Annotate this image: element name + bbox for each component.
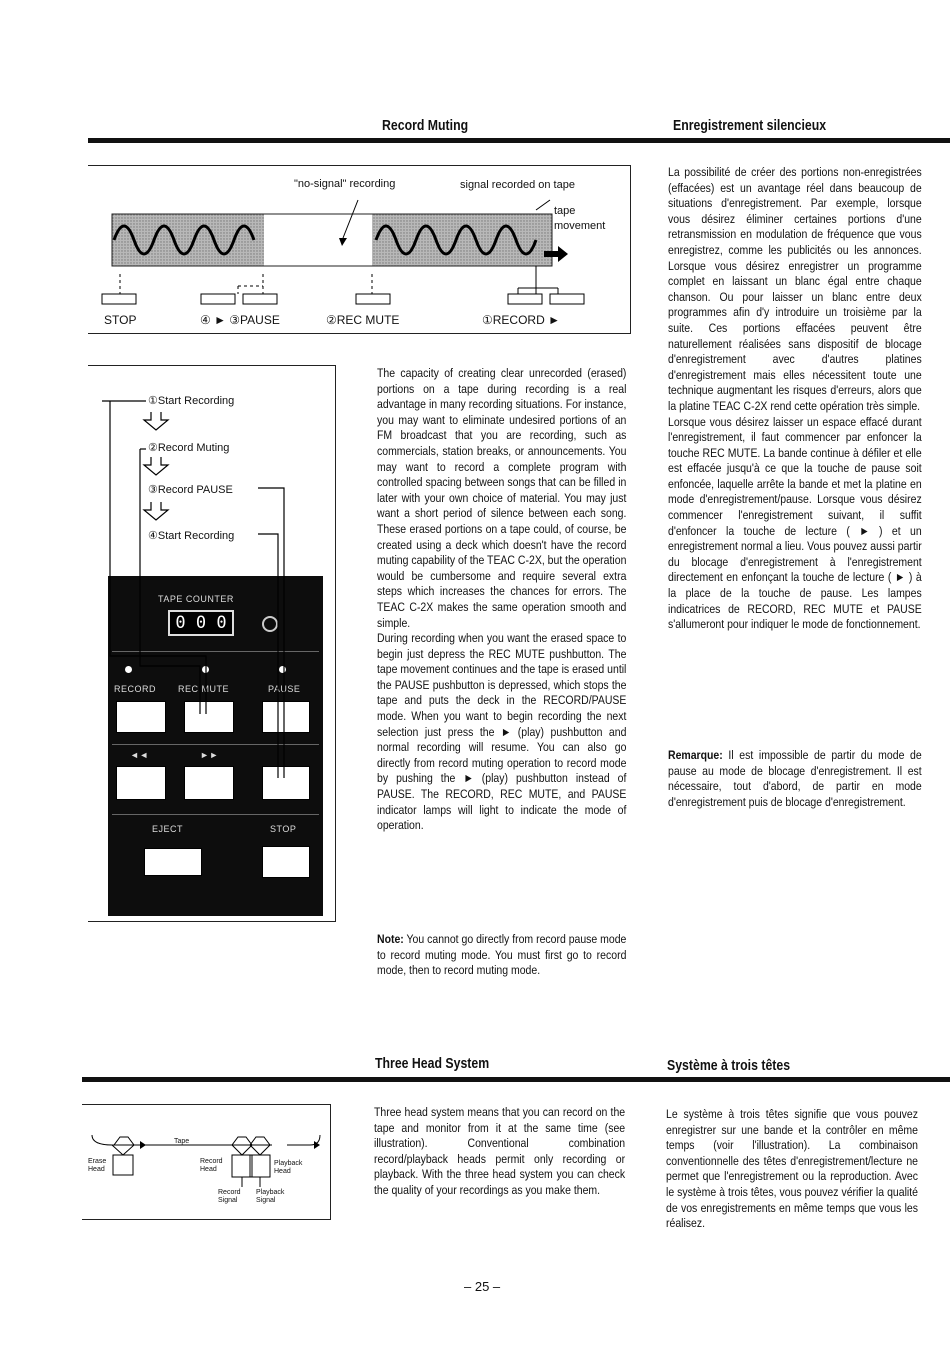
record-muting-body-en (377, 366, 626, 834)
record-head-label: Record Head (200, 1158, 223, 1173)
paragraph: Le système à trois têtes signifie que vous pouvez enregistrer sur une bande et la contrôler en même temps (voir l'illustration). La combinaison conventionnelle des têtes d'enregistrement/lecture ne permet que l'enregistrement ou la reproduction. Avec le système à trois têtes, vous pouvez vérifier la qualité de vos enregistrements en même temps que vous les réalisez. (666, 1107, 918, 1231)
three-head-diagram (82, 1104, 331, 1220)
panel-rec-mute-label: REC MUTE (178, 684, 229, 694)
remark-text: Il est impossible de partir du mode de pause au mode de blocage d'enregistrement. Il est nécessaire, tout d'abord, de partir en mode d'enregistrement puis de blocage d'enregistrement. (668, 748, 922, 809)
paragraph: Lorsque vous désirez laisser un espace effacé durant l'enregistrement, il faut commencer par enfoncer la touche REC MUTE. La bande continue à défiler et elle est effacée jusqu'à ce que la touche de pause soit enfoncée, laquelle arrête la bande et met la platine en mode d'enregistrement/pause. Lorsque vous désirez commencer l'enregistrement suivant, il suffit d'enfoncer la touche de lecture ( ► ) et un enregistrement normal a lieu. Vous pouvez aussi partir du blocage d'enregistrement à l'enregistrement directement en enfonçant la touche de lecture ( ► ) à la place de la touche de pause. Les lampes indicatrices de RECORD, REC MUTE et PAUSE s'allumeront pour indiquer le mode de fonctionnement. (668, 414, 922, 632)
deck-panel-diagram (88, 365, 336, 922)
section-title-three-head: Three Head System (375, 1055, 490, 1072)
record-signal-label: Record Signal (218, 1189, 241, 1204)
record-muting-body-fr (668, 165, 922, 633)
rewind-icon: ◄◄ (130, 750, 149, 760)
note-label: Note: (377, 932, 404, 946)
rec-mute-label: ②REC MUTE (326, 313, 400, 327)
page-number: – 25 – (464, 1279, 501, 1294)
section-title-trois-tetes: Système à trois têtes (667, 1057, 791, 1074)
fast-forward-icon: ►► (200, 750, 219, 760)
section-title-enregistrement-silencieux: Enregistrement silencieux (673, 117, 827, 134)
tape-counter-label: TAPE COUNTER (158, 594, 234, 604)
header-rule (82, 1077, 950, 1082)
waveform-illustration (88, 166, 630, 333)
paragraph: The capacity of creating clear unrecorded (erased) portions on a tape during recording is a real advantage in many recording situations. For instance, you may want to eliminate undesired portions of an FM broadcast that you are recording, such as commercials, station breaks, or announcements. You may want to record a complete program with controlled spacing between songs that can be filled in later with your own choice of material. You may just want a short period of silence between each song. These erased portions on a tape could, of course, be created using a deck which doesn't have the record muting capability of the TEAC C-2X, but the operation would be cumbersome and require several extra steps which increases the chances for errors. The TEAC C-2X makes the same operation smooth and simple. (377, 366, 627, 630)
header-rule (88, 138, 950, 143)
paragraph: Three head system means that you can record on the tape and monitor from it at the same time (see illustration). Conventional combination record/playback heads permit only recording or playback. With the three head system you can check the quality of your recordings as you make them. (374, 1105, 626, 1197)
tape-movement-label: tape movement (554, 205, 606, 232)
step-4-label: ④Start Recording (148, 530, 235, 542)
playback-head-label: Playback Head (274, 1160, 303, 1175)
signal-recorded-label: signal recorded on tape (460, 179, 575, 191)
record-label: ①RECORD ► (482, 313, 560, 327)
three-head-body-fr (666, 1107, 918, 1232)
step-1-label: ①Start Recording (148, 395, 235, 407)
remark-label: Remarque: (668, 748, 723, 762)
section-title-record-muting: Record Muting (382, 117, 469, 134)
step-3-label: ③Record PAUSE (148, 484, 233, 496)
panel-pause-label: PAUSE (268, 684, 301, 694)
paragraph: During recording when you want the erased space to begin just depress the REC MUTE pushbutton. The tape movement continues and the tape is erased until the PAUSE pushbutton is depressed, which stops the tape and puts the deck in the RECORD/PAUSE mode. When you want to begin recording the next selection just press the ► (play) pushbutton and normal recording will resume. You can also go directly from record muting operation to record mode by pushing the ► (play) pushbutton instead of PAUSE. The RECORD, REC MUTE, and PAUSE indicator lamps will light to indicate the mode of operation. (377, 631, 627, 833)
paragraph: La possibilité de créer des portions non-enregistrées (effacées) est un avantage réel dans beaucoup de situations d'enregistrement. Par exemple, lorsque vous désirez éliminer certaines portions d'une retransmission en modulation de fréquence que vous enregistrez, comme les publicités ou les annonces. Lorsque vous désirez enregistrer un programme complet en laissant un blanc égal entre chaque chanson. Ou pour laisser un blanc entre deux programmes afin d'y introduire un troisième par la suite. Ces portions effacées peuvent être naturellement réalisées sans dispositif de blocage d'enregistrement avec d'autres platines d'enregistrement mais elles nécessitent toute une technique augmentant les risques d'erreurs, alors que la platine TEAC C-2X rend cette opération très simple. (668, 165, 922, 413)
panel-eject-label: EJECT (152, 824, 184, 834)
no-signal-label: "no-signal" recording (294, 178, 396, 190)
tape-label: Tape (174, 1138, 190, 1145)
pause-label: ④ ► ③PAUSE (200, 313, 280, 327)
three-head-body-en (374, 1105, 625, 1199)
panel-record-label: RECORD (114, 684, 157, 694)
tape-muting-diagram (88, 165, 631, 334)
tape-counter-display: 0 0 0 (168, 610, 234, 636)
panel-stop-label: STOP (270, 824, 297, 834)
remark-fr (668, 748, 922, 810)
playback-signal-label: Playback Signal (256, 1189, 285, 1204)
stop-label: STOP (104, 313, 137, 327)
erase-head-label: Erase Head (88, 1158, 107, 1173)
note-text: You cannot go directly from record pause mode to record muting mode. You must first go to record mode, then to record muting mode. (377, 932, 627, 978)
step-2-label: ②Record Muting (148, 442, 230, 454)
note-en (377, 932, 626, 979)
